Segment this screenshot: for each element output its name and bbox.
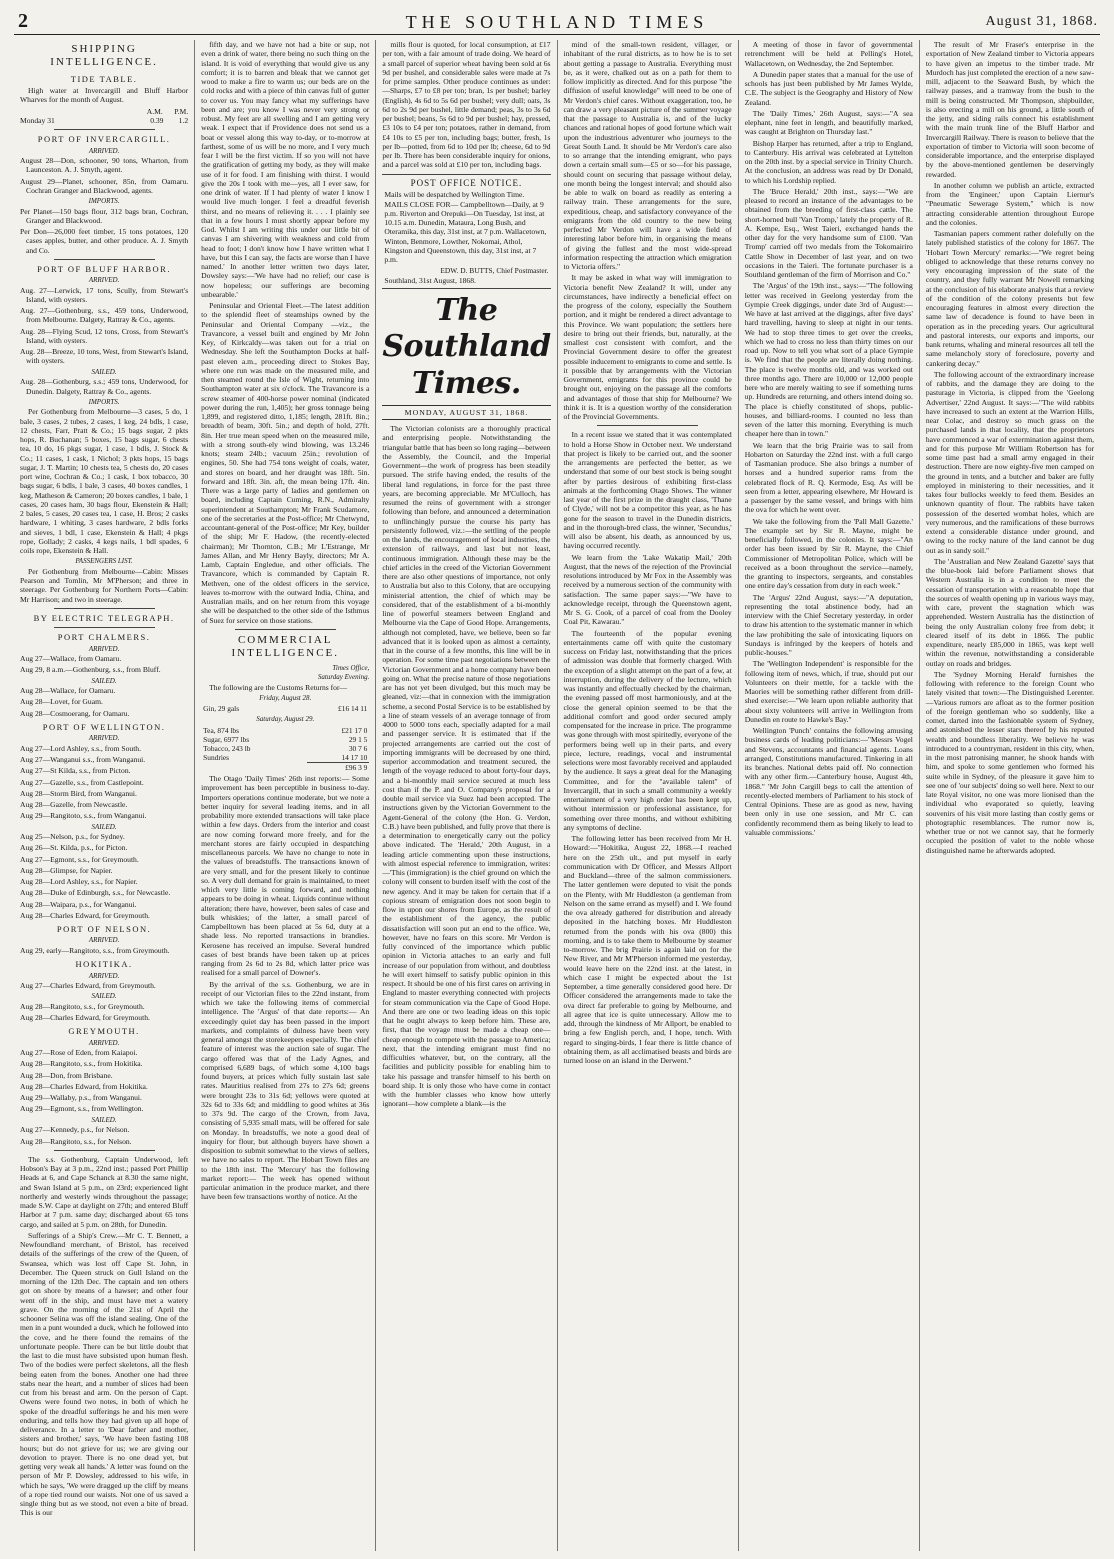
returns-item: Tobacco, 243 lb	[203, 744, 251, 754]
divider	[54, 1150, 155, 1151]
paragraph: We learn from the 'Lake Wakatip Mail,' 20th August, that the news of the rejection of the Provincial resolutions introduced by Mr Fox in the Assembly was received by a numerous section of the community with satisfaction. The same paper says:—"We have to acknowledge receipt, through the Queenstown agent, Mr S. G. Cook, of a parcel of coal from the Dooley Coal Pit, Kawarau."	[563, 552, 732, 627]
list-item: Aug 27—Wallace, from Oamaru.	[20, 654, 122, 664]
section-heading: PORT OF NELSON.	[56, 924, 152, 935]
returns-amount: £21 17 0	[341, 725, 368, 735]
paragraph: In a recent issue we stated that it was contemplated to hold a Horse Show in October next. We understand that project is likely to be carried out, and the sooner the arrangements are perfected the better, as we understand that some of our best stock is being sought after by parties desirous of exhibiting first-class animals at the forthcoming Otago Shows. The winner last year of the first prize in the draught class, 'Thane of Clyde,' will not be a competitor this year, as he has gone for the season to travel in the Dunedin districts, and in the thorough-bred class, the winner, 'Secundus,' will also be absent, his death, as announced by us, having occurred recently.	[563, 430, 732, 551]
paragraph: Wellington 'Punch' contains the following amusing business cards of leading politicians:—"Messrs Vogel and Stevens, accountants and financial agents. Loans arranged, Constitutions manufactured. Tinkering in all its branches. National debts paid off. No connection with any other firm.—Canterbury house, August 4th, 1868." 'Mr John Cargill begs to call the attention of recently-elected members of Parliament to his stock of Central Opinions. These are as good as new, having been only in use one session, and Mr C. can confidently recommend them as being likely to lead to valuable commissions.'	[744, 726, 913, 837]
subhead: ARRIVED.	[88, 1038, 120, 1047]
list-item: Aug 27—Kennedy, p.s., for Nelson.	[20, 1125, 130, 1135]
paragraph: The Otago 'Daily Times' 26th inst reports:— Some improvement has been perceptible in business to-day. Importers operations continue moderate, but we note a better inquiry for several leading items, and in all probability more extended transactions will take place within a few days. Orders from the interior and coast are now coming forward more freely, and for the merchant stores are fairly occupied in despatching miscellaneous parcels. We have no change to note in the values of breadstuffs. The transactions known of are very small, and for the present likely to continue so. A very dull demand for grain is maintained, to meet which very little is coming forward, and nothing appears to be doing in wheat. Liquids continue without alteration; there have, however, been sales of case and bulk whiskies; of the latter, a small parcel of Campbelltown has been placed at 5s 6d, duty at a shade less. No reported transactions in brandies. Kerosene has received an impulse. Several hundred cases of best brands have been taken up at prices ranging from 2s 6d to 2s 8d, which latter price was realised for a small parcel of Downer's.	[201, 774, 370, 978]
paragraph: The s.s. Gothenburg, Captain Underwood, left Hobson's Bay at 3 p.m., 22nd inst.; passed Port Phillip Heads at 6, and Cape Schanck at 8.30 the same night, and Swan Island at 5 p.m., on 23rd; experienced light northerly and westerly winds throughout the passage; made S.W. Cape at daylight on 27th; and entered Bluff Harbor at 7 p.m. same day; discharged about 65 tons cargo, and sailed at 5 p.m. on 28th, for Dunedin.	[20, 1154, 189, 1229]
post-text: Mails will be despatched by Wellington Time. MAILS CLOSE FOR— Campbelltown—Daily, at 9 p.m. Riverton and Orepuki—On Tuesday, 1st inst, at 10.15 a.m. Dunedin, Mataura, Long Bush, and Oteramika, this day, 31st inst, at 7 p.m. Wallacetown, Winton, Benmore, Lowther, Nokomai, Athol, Kingston and Queenstown, this day, 31st inst, at 7 p.m.	[384, 190, 547, 265]
returns-amount: £16 14 11	[338, 704, 368, 714]
paragraph: mind of the small-town resident, villager, or inhabitant of the rural districts, as to how he is to set about getting a passage to Australia. Everything must be, as it were, chalked out as on a path for them to follow implicitly as directed. And for this purpose "the diffusion of useful knowledge" will need to be one of Mr Verdon's chief cares. Without exaggeration, too, he can draw a very pleasant picture of the summer voyage that the passage to Australia is, and of the lucky chances and rational hopes of good fortune which wait upon the industrious adventurer who journeys to the Great South Land. It should be Mr Verdon's care also to so arrange that the intending emigrant, who pays down a certain small sum—£5 or so—for his passage, should count on securing that passage without delay, one month being the longest interval; and should also be able to walk on board as readily as entering a railway train. These arrangements for the sure, expeditious, cheap, and satisfactory conveyance of the emigrants from the old country to the new being perfected Mr Verdon will have a wide field of interesting labor before him, in organising the means of giving the fullest and the most wide-spread information respecting the attraction which emigration to Victoria offers."	[563, 40, 732, 271]
paragraph: The 'Argus' 22nd August, says:—"A deputation, representing the total abstinence body, had an interview with the Chief Secretary yesterday, in order to draw his attention to the systematic manner in which the law prohibiting the sale of intoxicating liquors on Sundays is infringed by the keepers of hotels and public-houses."	[744, 592, 913, 657]
shipping-heading: SHIPPING INTELLIGENCE.	[50, 43, 158, 69]
paragraph: The 'Argus' of the 19th inst., says:—"The following letter was received in Geelong yesterday from the Gympie Creek diggings, under date 3rd of August:—We have at last arrived at the diggings, after five days' hard travelling, having to sleep at night in our tents. We had to stop three times to get over the creeks, which we had to cross no less than thirty times on our road up. Now to tell you what sort of a place Gympie is. We find that the people are literally doing nothing. The place is twelve months old, and was worked out three months ago. There are 10,000 or 12,000 people here who are merely waiting to see if something turns up. Hundreds are returning, and others intend doing so. The place is chiefly constituted of shops, public-houses, and billiard-rooms. I counted no less than seven of the latter this morning. Everything is much cheaper here than in town."	[744, 281, 913, 439]
returns-item: Gin, 29 gals	[203, 704, 240, 714]
divider	[54, 608, 155, 609]
subhead: IMPORTS.	[88, 197, 120, 206]
tide-text: High water at Invercargill and Bluff Harbor Wharves for the month of August.	[20, 86, 189, 105]
list-item: Aug 25—Nelson, p.s., for Sydney.	[20, 832, 125, 842]
paragraph: Tasmanian papers comment rather dolefully on the lately published statistics of the colony for 1867. The 'Hobart Town Mercury' remarks:—"We regret being obliged to acknowledge that these returns convey no very encouraging impression of the state of the country, and they fully warrant Mr Nowell remarking at the conclusion of his elaborate analysis that a review of the condition of the colony presents but few encouraging features in almost every direction the same law of decadence is found to have been in operation as in the preceding years. Our agricultural and pastoral interests, our exports and imports, our bank returns, whaling and mineral resources all tell the same melancholy story of foreclosure, poverty and cankering decay."	[925, 229, 1095, 368]
paragraph: Per Gothenburg from Melbourne—Cabin: Misses Pearson and Tomlin, Mr M'Pherson; and three in steerage. Per Gothenburg for Northern Ports—Cabin: Mr Harrison; and two in steerage.	[20, 566, 189, 604]
paragraph: The Victorian colonists are a thoroughly practical and enterprising people. Notwithstanding the triangular battle that has been so long raging—between the Assembly, the Council, and the Imperial Government—the work of progress has been steadily pursued. The strife having ended, the results of the liberal land regulations, in force for the past three years, are becoming appreciable. Mr M'Culloch, has resumed the reins of government with a stronger following than before, and announced a determination to unflinchingly pursue the course his party has persistently followed, viz.:—the settling of the people on the lands, the encouragement of local industries, the extension of railways, and last but not least, continuous immigration. Although these may be the chief articles in the creed of the Victorian Government there are also other questions of importance, not only to Australia but also to this Colony, that are occupying ministerial attention, the chief of which may be considered, that of the establishment of a bi-monthly line of powerful steamers between England and Melbourne via the Cape of Good Hope. Arrangements, although not completed, have, we believe, been so far advanced that it is looked upon as almost a certainty, that in the course of a few months, this line will be in operation. For some time past negotiations between the Victorian Government and a home company have been going on. What the precise nature of those negotiations are has not yet been divulged, but this much may be gleaned, viz:—that in connexion with the immigration scheme, a second Postal Service is to be established by a line of steam vessels of an average tonnage of from 4000 to 5000 tons each, specially adapted for a mail and passenger service. It is estimated that if the projected arrangements are carried out the cost of importing immigrants will be decreased by one third, superior accommodation and treatment secured, the length of the voyage reduced to about forty-four days, and a bi-monthly mail service secured at much less cost than if the P. and O. Company's proposal for a double mail service via Suez had been accepted. The instructions given by the Victorian Government to the Agent-General of the colony (the Hon. G. Verdon, C.B.) have been published, and fully prove that there is a determination to energetically carry out the policy above indicated. The 'Herald,' 20th August, in a leading article commenting upon these instructions, with almost especial reference to immigration, writes:—'This (immigration) is the chief ground on which the colony will consent to burden itself with the cost of the new agency. And it may be taken for certain that if a copious stream of emigration does not soon begin to flow in upon our shores from Europe, as the result of the establishment of the agency, the public dissatisfaction will soon put an end to the office. We, however, have no fears on this score. Mr Verdon is fully convinced of the importance which public opinion in Victoria attaches to an early and full increase of our population from without, and doubtless he will exert himself to satisfy public opinion in this respect. It should be one of his first cares on arriving in England to master everything connected with projects for steam communication via the Cape of Good Hope. And there are one or two leading ideas on this topic that he ought always to keep before him. These are, first, that the voyage must be made a cheap one—cheap enough to compete with the passage to America; next, that the intending emigrant must find no difficulties whatever, but, on the contrary, all the facilities and publicity possible for enabling him to take his passage and transfer himself to his berth on board ship. It is only those who have come in contact with the humbler classes who know how utterly ignorant—how complete a blank—is the	[382, 424, 551, 1109]
returns-table-saturday	[201, 726, 369, 772]
table-row	[201, 744, 369, 753]
subhead: ARRIVED.	[88, 936, 120, 945]
list-item: Aug 29—Rangitoto, s.s., from Wanganui.	[20, 811, 147, 821]
list-item: Aug 28—Rangitoto, s.s., from Hokitika.	[20, 1059, 143, 1069]
subhead: ARRIVED.	[88, 971, 120, 980]
paragraph: Bishop Harper has returned, after a trip to England, to Canterbury. His arrival was celebrated at Lyttelton on the 20th inst. by a special service in Trinity Church. At the conclusion, an address was read by Dr Donald, to which his Lordship replied.	[744, 138, 913, 185]
list-item: Aug. 27—Gothenburg, s.s., 459 tons, Underwood, from Melbourne. Dalgety, Rattray & Co., agents.	[20, 306, 189, 325]
paragraph: We take the following from the 'Pall Mall Gazette.' The example set by Sir R. Mayne, might be beneficially followed, in the colonies. It says:—"An order has been issued by Sir R. Mayne, the Chief Commissioner of Metropolitan Police, which will be received as a boon throughout the service—namely, the granting to inspectors, sergeants, and constables one entire day's cessation from duty in each week."	[744, 516, 913, 591]
editorial-dateline: MONDAY, AUGUST 31, 1868.	[382, 405, 550, 421]
table-row	[201, 726, 369, 735]
paragraph: We learn that the brig Prairie was to sail from Hobarton on Saturday the 22nd inst. with a full cargo of Tasmanian produce. She also brings a number of horses and a hundred superior rams from the celebrated flock of R. Q. Kermode, Esq. As will be seen from a letter, appearing elsewhere, Mr Howard is a passenger by the same vessel, and brings with him the ova for which he went over.	[744, 440, 913, 515]
paragraph: The result of Mr Fraser's enterprise in the exportation of New Zealand timber to Victoria appears to have given an impetus to the timber trade. Mr Murdoch has just completed the erection of a new saw-mill, adjacent to the Seaward Bush, by which the railway passes, and a tramway from the bush to the mill is being constructed. Mr Thompson, shipbuilder, is also erecting a mill on his ground, a little south of the jetty, and siding rails connect his establishment with the main trunk line of the Bluff Harbor and Invercargill Railway. There is reason to believe that the exportation of timber to Victoria will soon become of considerable importance, and the enterprise displayed by the above-mentioned gentlemen be deservingly rewarded.	[925, 40, 1095, 179]
divider	[54, 627, 155, 628]
column-2	[195, 40, 376, 1551]
column-6	[920, 40, 1100, 1551]
issue-date: August 31, 1868.	[985, 14, 1098, 29]
paragraph: The 'Daily Times,' 26th August, says:—"A sea elephant, nine feet in length, and beautifully marked, was caught at Brighton on Thursday last."	[744, 108, 913, 137]
list-item: Per Planet—150 bags flour, 312 bags bran, Cochran, Granger and Blackwood.	[20, 206, 189, 225]
list-item: Aug 28—Storm Bird, from Wanganui.	[20, 788, 137, 798]
column-4	[558, 40, 739, 1551]
subhead: ARRIVED.	[88, 276, 120, 285]
section-heading: BY ELECTRIC TELEGRAPH.	[33, 612, 175, 623]
commercial-intro: The following are the Customs Returns for—	[209, 682, 348, 692]
paragraph: Sufferings of a Ship's Crew.—Mr C. T. Bennett, a Newfoundland merchant, of Bristol, has received details of the sufferings of the crew of the Queen, of Swansea, which was lost off Cape St. John, in December. The Queen struck on Gull Island on the morning of the 12th Dec. The captain and ten others got on shore by means of a hawser; and other four went off in the ship, and must have met a watery grave. On the morning of the 21st of April the schooner Selina was off the island sealing. One of the men in a punt wounded a duck, which he followed into the cove, and he there found the remains of the unfortunate people. There can be but little doubt that the last to die must have subsisted upon human flesh. Two of the bodies were perfect skeletons, all the flesh being eaten from the bones. Another one had three stabs near the heart, and a number of slices had been cut from his breast and arm. On the person of Capt. Owens were found two notes, in both of which he spoke of the dreadful sufferings he and his men were enduring, and tells how they had given up all hope of deliverance. In a letter to 'Dear father and mother, sisters and brother,' says, 'We have been fasting 108 hours; but do not grieve for us; we are giving our devotion to prayer. There is no one dead yet, but getting very weak all hands.' A letter was found on the person of Mr P. Dowsley, addressed to his wife, in which he says, 'We were dragged up the cliff by means of a rope tied round our waists. Not one of us saved a single thing but as we stood, not even a bite of bread. This is our	[20, 1230, 189, 1518]
list-item: Aug. 28—Flying Scud, 12 tons, Cross, from Stewart's Island, with oysters.	[20, 326, 189, 345]
list-item: Aug 28—Don, from Brisbane.	[20, 1070, 113, 1080]
paragraph: It may be asked in what way will immigration to Victoria benefit New Zealand? It will, under any circumstances, have indirectly a beneficial effect on the progress of the colony, especially the Southern portion, and it might be rendered a direct advantage to this Province. We want population; the settlers here desire to bring out their friends, but, naturally, at the smallest cost consistent with comfort, and the Provincial Government desire to offer the greatest possible inducement to emigrants to come and settle. Is it possible that by arrangements with the Victorian Government, emigrants for this province could be brought out, enjoying on the passage all the comforts and advantages of those that ship for Melbourne? We think it is. It is a question worthy of the consideration of the Provincial Governments.	[563, 273, 732, 421]
section-heading: PORT OF BLUFF HARBOR.	[37, 263, 171, 274]
list-item: Aug 27—St Kilda, s.s., from Picton.	[20, 766, 131, 776]
list-item: Aug 28—Charles Edward, for Greymouth.	[20, 1013, 150, 1023]
tide-col-pm: P.M.	[174, 106, 189, 116]
section-heading: GREYMOUTH.	[68, 1026, 140, 1037]
list-item: Aug 28—Glimpse, for Napier.	[20, 865, 113, 875]
commercial-office: Times Office,	[332, 663, 370, 672]
subhead: SAILED.	[91, 367, 117, 376]
paper-nameplate: The Southland Times.	[382, 292, 551, 401]
section-heading: PORT OF WELLINGTON.	[42, 721, 166, 732]
table-row	[201, 704, 369, 713]
tide-col-am: A.M.	[146, 106, 163, 116]
list-item: Aug. 28—Breeze, 10 tons, West, from Stewart's Island, with oysters.	[20, 347, 189, 366]
subhead: ARRIVED.	[88, 644, 120, 653]
divider	[54, 259, 155, 260]
list-item: Aug 28—Lord Ashley, s.s., for Napier.	[20, 877, 138, 887]
list-item: Aug 28—Charles Edward, for Greymouth.	[20, 910, 150, 920]
list-item: Aug 28—Gazelle, from Newcastle.	[20, 800, 128, 809]
column-5	[739, 40, 920, 1551]
column-3	[376, 40, 557, 1551]
divider	[597, 425, 698, 426]
list-item: Aug. 27—Lerwick, 17 tons, Scully, from Stewart's Island, with oysters.	[20, 285, 189, 304]
list-item: Aug 26—St. Kilda, p.s., for Picton.	[20, 843, 128, 853]
list-item: August 28—Don, schooner, 90 tons, Wharton, from Launceston. A. J. Smyth, agent.	[20, 156, 189, 175]
paragraph: Peninsular and Oriental Fleet.—The latest addition to the splendid fleet of steamships owned by the Peninsular and Oriental Company —viz., the Travancore, a vessel built and engined by Mr John Key, of Kirkcaldy—was taken out for a trial on Wednesday. She left the Southampton Docks at half-past eleven a.m., proceeding direct to Stokes Bay, where one run was made on the measured mile, and then steamed round the Isle of Wight, returning into Southampton water at six o'clock. The Travancore is a screw steamer of 400-horse power nominal (indicated power during the run, 1,405); her gross tonnage being 1,899, and registered ditto, 1,185; length, 281ft. 8in.; breadth of beam, 30ft. 5in.; and depth of hold, 27ft. 8in. Her true mean speed when on the measured mile, with a strong south-ely wind blowing, was 13.246 knots; steam 24lb.; vacuum 25in.; revolution of engines, 50. She had 754 tons weight of coals, water, and stores on board, and her draught was 18ft. 5in. forward and 18ft. 3in. aft, the mean being 17ft. 4in. There was a large party of ladies and gentlemen on board, including Captain Cuming, R.N., Admiralty superintendent at Southampton; Mr Frank Scudamore, one of the secretaries at the Post-office; Mr Chetwynd, accountant-general of the Post-office; Mr Key, builder of the ship; Mr F. Hadow, (the recently-elected chairman); Mr Thornton, C.B.; Mr L'Estrange, Mr James Allan, and Mr Henry Bayly, directors; Mr A. Lamb, Captain Engledue, and other officials. The Travancore, which is commanded by Captain R. Methven, one of the oldest officers in the service, leaves to-morrow with the outward India, China, and Australian mails, and on her return from this voyage she will be despatched to the other side of the Isthmus of Suez for service on those stations.	[201, 301, 370, 625]
columns	[14, 40, 1100, 1551]
masthead	[14, 10, 1100, 35]
paragraph: The following account of the extraordinary increase of rabbits, and the damage they are doing to the pasturage in Victoria, is clipped from the 'Geelong Advertiser,' 22nd August. It says:—"The wild rabbits have increased to such an extent at the Warrion Hills, near Colac, and destroy so much grass on the purchased lands in that locality, that the proprietors have commenced a war of extermination against them, and for this purpose Mr William Robertson has for some time past had a small army engaged in their destruction. There are now eighty-five men camped on the ground in tents, and a butcher and baker are fully employed in ministering to their necessities, and it takes four bullocks weekly to feed them. Besides an unknown quantity of flour. The rabbits have taken possession of the deserted wombat holes, which are very numerous, and the ramifications of these burrows extend a considerable distance under ground, and owing to the rocky nature of the land cannot be dug out as in sandy soil."	[925, 369, 1095, 555]
paragraph: The 'Australian and New Zealand Gazette' says that the blue-book laid before Parliament shows that Western Australia is in a condition to meet the cessation of transportation with a reasonable hope that the sources of wealth opening up in various ways may, with care, prevent the stagnation which was apprehended. Western Australia has the distinction of being the only Australian colony free from debt; it cleared itself of its debt in 1866. The public expenditure, nearly £85,000 in 1865, was kept well within the revenue, notwithstanding a considerable outlay on roads and bridges.	[925, 556, 1095, 668]
paragraph: fifth day, and we have not had a bite or sup, not even a drink of water, there being no such thing on the island. It is void of everything that would give us any comfort; it is to barren and bleak that we cannot get wood to make a fire to warm us; our beds are on the cold rocks and with a piece of thin canvas full of gutter to cover us. You may fancy what my sufferings have been and are; you know I was never very strong or robust. My feet are all swelling and I am getting very weak. I expect that if Providence does not send us a boat or vessel along this way to-day, or to-morrow at farthest, some of us will be no more, and I very much fear I will be the first victim. If so you will not have the gratification of getting my body, as they will make use of it for food. I am finishing with thirst. I would give the 20s I took with me—yes, all I ever saw, for one drink of water. If I had plenty of water I know I would live much longer. I feel a dreadful feverish thirst, and no means of relieving it. . . . I plainly see that in a few hours I must shortly appear before my God. Whilst I am writing this under our little bit of canvas I am shivering with weakness and cold from head to foot; I don't know how I have written what I have, but this I can say, the facts are worse than I have named.' In another letter written two days later, Dowsley says:—'We have had no relief; our case is now hopeless; our sufferings are becoming unbearable.'	[201, 40, 370, 299]
returns-saturday-label: Saturday, August 29.	[256, 715, 315, 724]
subhead: SAILED.	[91, 1115, 117, 1124]
returns-table-friday	[201, 704, 369, 713]
list-item: Aug 28—Cosmoerang, for Oamaru.	[20, 708, 130, 718]
post-heading: POST OFFICE NOTICE.	[410, 177, 523, 188]
paragraph: The following letter has been received from Mr H. Howard:—"Hokitika, August 22, 1868.—I reached here on the 25th ult., and put myself in early communication with Dr Officer, and Messrs Allport and Buckland—three of the salmon commissioners. The latter gentlemen were deputed to visit the ponds on the Plenty, with Mr Huddleston (a gentleman from Nelson on the same errand as myself) and I. We found the ova already gathered for distribution and already deposited in the hatching boxes. Mr Huddleston returned from the ponds with his ova (800) this morning, and is to take them to Melbourne by steamer to-morrow. The brig Prairie is again laid on for the New River, and Mr M'Pherson informed me yesterday, would leave here on the 22nd inst. at the latest, in which case I might be expected about the 1st September, a time generally considered good here. Dr Officer considered the arrangements made to take the ova direct far preferable to going by Melbourne, and all agree that ice is quite unnecessary. Allow me to add, through the kindness of Mr Allport, be enabled to bring a few English perch, and, I hope, tench. With regard to singing-birds, I fear there is little chance of obtaining them, as all acclimatised beasts and birds are turned loose on an island in the Derwent."	[563, 834, 732, 1065]
section-heading: PORT CHALMERS.	[57, 632, 151, 643]
list-item: Aug 28—Duke of Edinburgh, s.s., for Newcastle.	[20, 888, 171, 898]
list-item: Aug 27—Wanganui s.s., from Wanganui.	[20, 755, 146, 764]
returns-friday-label: Friday, August 28.	[259, 693, 312, 702]
subhead: SAILED.	[91, 822, 117, 831]
returns-total: £96 3 9	[307, 763, 369, 773]
list-item: Aug 29, early—Rangitoto, s.s., from Greymouth.	[20, 945, 170, 955]
tide-day: Monday 31	[20, 115, 55, 125]
section-heading: HOKITIKA.	[75, 959, 133, 970]
newspaper-title: THE SOUTHLAND TIMES	[405, 12, 709, 32]
commercial-date: Saturday Evening.	[317, 673, 370, 682]
subhead: PASSENGERS LIST.	[75, 557, 133, 566]
subhead: ARRIVED.	[88, 734, 120, 743]
list-item: Aug 28—Rangitoto, s.s., for Nelson.	[20, 1136, 132, 1146]
tide-row	[20, 116, 188, 125]
list-item: Aug 27—Egmont, s.s., for Greymouth.	[20, 854, 139, 864]
tide-cols	[20, 107, 188, 116]
returns-item: Tea, 874 lbs	[203, 725, 239, 735]
returns-item: Sundries	[203, 753, 230, 763]
table-row	[201, 735, 369, 744]
table-row	[201, 763, 369, 773]
returns-item: Sugar, 6977 lbs	[203, 735, 250, 744]
paragraph: Per Gothenburg from Melbourne—3 cases, 5 do, 1 bale, 3 cases, 2 tubes, 2 cases, 1 keg, 24 bdls, 1 case, 12 chests, Farr, Pratt & Co.; 15 bags sugar, 2 pkts hops, R. Buchanan; 5 boxes, 15 bags sugar, 6 chests tea, 10 do, 16 pkgs sugar, 1 case, 1 bdls, J. Stock & Co.; 11 cases, 1 cask, 1 Nichol; 3 pkts hops, 15 bags sugar, J. T. Martin; 10 chests tea, 5 chests do, 20 cases port wine, Cochran & Co.; 1 cask, 1 box tobacco, 30 bags sugar, 6 bdls, 1 bale, 3 cases, 40 boxes candles, 1 keg, Matheson & Cameron; 20 boxes candles, 1 bale, 1 cases, 20 cases ham, 30 bags flour, Ekenstein & Hall; 2 bales, 5 cases, 20 cases tea, 1 case, H. Bros; 2 casks hardware, 1 whiting, 3 cases hardware, 2 bdls forks and sieves, 1 bdl, 1 case, Ekenstein & Hall; 4 pkgs rope, Gollady; 2 casks, 4 kegs nails, 1 bdl spades, 6 coils rope, Ekenstein & Hall.	[20, 407, 189, 556]
column-1	[14, 40, 195, 1551]
post-office-notice	[382, 174, 550, 289]
paragraph: The fourteenth of the popular evening entertainments came off with quite the customary success on Friday last, notwithstanding that the prices of admission was double that formerly charged. With the exception of a slight attempt on the part of a few, at interruption, during the delivery of the lecture, which was instantly and effectually checked by the chairman, the evening passed off most harmoniously, and at the close the general opinion seemed to be that the additional comfort and good order secured amply compensated for the increase in price. The programme was gone through with most spiritedly, everyone of the performers being well up in their parts, and every piece, lecture, readings, vocal and instrumental selections were most favorably received and applauded by the audience. It says a great deal for the Managing Committee, and for the "available talent" of Invercargill, that in such a small community a weekly entertainment of a very high order has been kept up, without intermission or professional assistance, for something over three months, and without exhibiting any symptoms of decline.	[563, 628, 732, 832]
list-item: Aug 27—Gazelle, s.s., from Castlepoint.	[20, 777, 144, 787]
list-item: Aug 27—Lord Ashley, s.s., from South.	[20, 743, 142, 753]
post-signature: EDW. D. BUTTS, Chief Postmaster.	[440, 266, 549, 276]
returns-amount: 29 1 5	[348, 735, 368, 744]
tide-pm-value: 1.2	[178, 115, 189, 125]
divider	[54, 129, 155, 130]
paragraph: In another column we publish an article, extracted from the 'Engineer,' upon Captain Liernur's "Pneumatic Sewerage System," which is now attracting considerable attention throughout Europe and the colonies.	[925, 180, 1095, 227]
paragraph: A Dunedin paper states that a manual for the use of schools has just been published by Mr James Wylde, C.E. The subject is the Geography and History of New Zealand.	[744, 69, 913, 107]
divider	[235, 629, 336, 630]
list-item: Aug 29—Wallaby, p.s., from Wanganui.	[20, 1093, 142, 1103]
subhead: IMPORTS.	[88, 397, 120, 406]
list-item: Aug. 28—Gothenburg, s.s.; 459 tons, Underwood, for Dunedin. Dalgety, Rattray & Co., agents.	[20, 377, 189, 396]
paragraph: The 'Wellington Independent' is responsible for the following item of news, which, if true, should put our Volunteers on their mettle, for a tackle with the Maories will be something rather different from drill-shed exercise:—"We learn upon reliable authority that about sixty volunteers will arrive in Wellington from Dunedin en route to Hawke's Bay."	[744, 659, 913, 724]
page-number: 2	[18, 10, 28, 32]
commercial-heading: COMMERCIAL INTELLIGENCE.	[231, 633, 340, 660]
list-item: Aug 28—Wallace, for Oamaru.	[20, 686, 116, 696]
list-item: Aug 28—Waipara, p.s., for Wanganui.	[20, 899, 137, 909]
section-heading: PORT OF INVERCARGILL.	[37, 134, 171, 145]
returns-amount: 30 7 6	[348, 744, 368, 754]
list-item: Aug 28—Lovet, for Guam.	[20, 697, 103, 707]
table-row	[201, 753, 369, 763]
paragraph: By the arrival of the s.s. Gothenburg, we are in receipt of our Victorian files to the 22nd instant, from which we take the following items of commercial intelligence. The 'Argus' of that date reports:— An exceedingly quiet day has been passed in the import markets, and complaints of dulness have been very general amongst the storekeepers especially. The chief feature of interest was the auction sale of sugar. The cargo offered was that of the Lady Agnes, and comprised 6,689 bags, of which some 4,100 bags found buyers, at prices which fully sustain last sale rates. Mauritius realised from 27s to 27s 6d; greens were brought 23s to 31s 6d; yellows were quoted at 32s 6d to 33s 6d; and middling to good whites at 36s to 37s 9d. The cargo of the Crown, from Java, consisting of 5,935 small mats, will be offered for sale on Monday. In breadstuffs, we note a good deal of inquiry for flour, but although buyers have shown a disposition to submit somewhat to the views of sellers, we have no sales to report. The Hobart Town files are to the 18th inst. The 'Mercury' has the following market report:— The week has opened without particular animation in the produce market, and there have been few transactions worthy of notice. At the	[201, 979, 370, 1202]
tide-heading: TIDE TABLE.	[70, 73, 138, 84]
list-item: Per Don—26,000 feet timber, 15 tons potatoes, 120 cases apples, butter, and other produce. A. J. Smyth and Co.	[20, 227, 189, 255]
list-item: Aug 28—Rangitoto, s.s., for Greymouth.	[20, 1001, 145, 1011]
paragraph: The 'Bruce Herald,' 20th inst., says:—"We are pleased to record an instance of the advantages to be obtained from the breeding of first-class cattle. The short-horned bull 'Van Tromp,' lately the property of R. A. Kempe, Esq., West Taieri, exchanged hands the other day for the very handsome sum of £100. 'Van Tromp' carried off two medals from the Tokomairiro Cattle Show in December of last year, and on two occasions in the Taieri. The fortunate purchaser is a Southland gentleman of the firm of Morrison and Co."	[744, 186, 913, 279]
subhead: ARRIVED.	[88, 146, 120, 155]
paragraph: mills flour is quoted, for local consumption, at £17 per ton, with a fair amount of trade doing. We heard of a small parcel of superior wheat having been sold at 6s 9d per bushel, and considerable sales were made at 7s for prime samples. Other produce continues as under:—Sharps, £7 to £8 per ton; bran, 1s per bushel; barley (English), 4s 6d to 5s 6d per bushel; very dull; oats, 3s 6d to 2s 9d per bushel, little demand; peas, 3s to 3s 6d per bushel; beans, 5s 6d to 9d per bushel; hay, pressed, £3 10s to £4 per ton; potatoes, rather in demand, from £4 10s to £5 per ton, including bags; butter, fresh, 1s per lb—potted, from 6d to 10d per lb; cheese, 6d to 9d per lb. There has been considerable inquiry for onions, and a parcel was sold at £10 per ton, including bags.	[382, 40, 551, 170]
list-item: August 29—Planet, schooner, 85n, from Oamaru. Cochran Granger and Blackwood, agents.	[20, 176, 189, 195]
subhead: SAILED.	[91, 992, 117, 1001]
list-item: Aug 29, 8 a.m.—Gothenburg, s.s., from Bluff.	[20, 665, 161, 675]
post-place: Southland, 31st August, 1868.	[384, 275, 476, 285]
list-item: Aug 29—Egmont, s.s., from Wellington.	[20, 1104, 144, 1114]
list-item: Aug 28—Charles Edward, from Hokitika.	[20, 1081, 148, 1091]
paragraph: The 'Sydney Morning Herald' furnishes the following with reference to the foreign Count who lately visited that town:—The Distinguished Lerenter.—Various rumors are afloat as to the former position of the foreign gentleman who so suddenly, like a comet, darted into the fashionable system of Sydney, and astonished the lesser stars thereof by his reputed wealth and boundless liberality. We believe he was introduced to a countryman, resident in this city, when, in the most patronising manner, he shook hands with him, and spoke to some gentlemen who formed his suite while in Sydney, of the pleasure it gave him to see one of 'our subjects' doing so well here. Next to our late Royal visitor, no one was more lionised than the individual who evaporated so quietly, leaving souvenirs of his visit more lasting than costly gems or photographic resemblances. The rumor now is, whether true or not we cannot say, that he formerly occupied the position of valet to the noble whose distinguished name he afterwards adopted.	[925, 669, 1095, 855]
paragraph: A meeting of those in favor of governmental retrenchment will be held at Pelling's Hotel, Wallacetown, on Wednesday, the 2nd September.	[744, 40, 913, 68]
subhead: SAILED.	[91, 676, 117, 685]
list-item: Aug 27—Charles Edward, from Greymouth.	[20, 981, 156, 991]
list-item: Aug 27—Rose of Eden, from Kaiapoi.	[20, 1048, 138, 1058]
tide-am-value: 0.39	[150, 115, 164, 125]
returns-amount: 14 17 10	[341, 753, 368, 763]
